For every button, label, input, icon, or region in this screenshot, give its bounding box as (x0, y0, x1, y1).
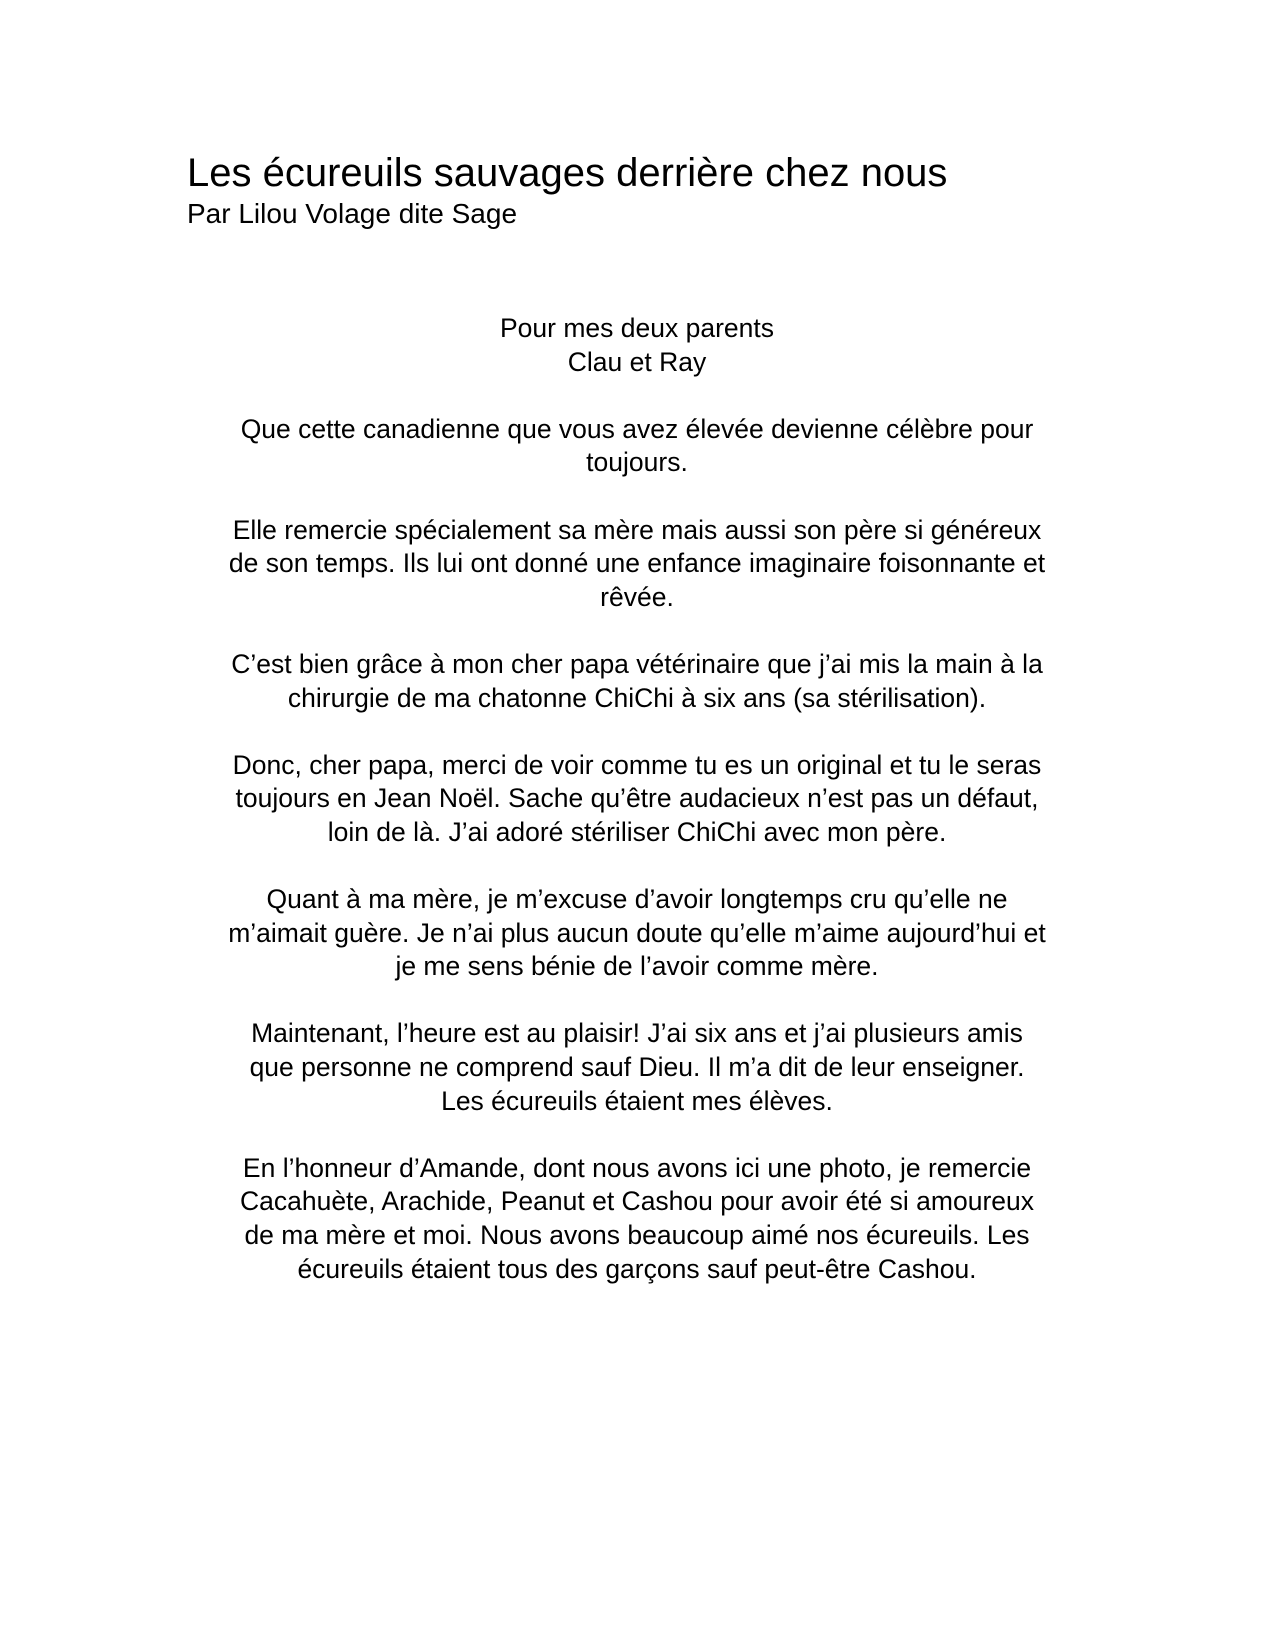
document-header (187, 150, 1087, 232)
document-title: Les écureuils sauvages derrière chez nous (187, 151, 948, 195)
paragraph-father (187, 749, 1087, 850)
text-line: toujours. (586, 447, 688, 478)
text-line: En l’honneur d’Amande, dont nous avons ici une photo, je remercie (242, 1152, 1032, 1183)
text-line: Les écureuils étaient mes élèves. (441, 1085, 833, 1116)
document-author: Par Lilou Volage dite Sage (187, 198, 518, 229)
paragraph-friends (187, 1017, 1087, 1118)
dedication-line: Pour mes deux parents (500, 313, 774, 343)
dedication-line: Clau et Ray (567, 346, 707, 377)
text-line: de son temps. Ils lui ont donné une enfance imaginaire foisonnante et (228, 548, 1046, 579)
text-line: Que cette canadienne que vous avez élevée devienne célèbre pour (240, 413, 1034, 444)
text-line: écureuils étaient tous des garçons sauf peut-être Cashou. (297, 1253, 977, 1284)
text-line: loin de là. J’ai adoré stériliser ChiChi avec mon père. (327, 816, 947, 847)
document-body (187, 312, 1087, 1320)
paragraph-wish (187, 413, 1087, 480)
text-line: C’est bien grâce à mon cher papa vétérinaire que j’ai mis la main à la (231, 648, 1043, 679)
text-line: je me sens bénie de l’avoir comme mère. (395, 951, 879, 982)
text-line: Elle remercie spécialement sa mère mais aussi son père si généreux (232, 514, 1042, 545)
text-line: Donc, cher papa, merci de voir comme tu es un original et tu le seras (232, 749, 1042, 780)
text-line: Maintenant, l’heure est au plaisir! J’ai six ans et j’ai plusieurs amis (251, 1018, 1023, 1049)
text-line: Cacahuète, Arachide, Peanut et Cashou pour avoir été si amoureux (239, 1186, 1035, 1217)
text-line: toujours en Jean Noël. Sache qu’être audacieux n’est pas un défaut, (235, 783, 1039, 814)
text-line: de ma mère et moi. Nous avons beaucoup aimé nos écureuils. Les (244, 1220, 1030, 1251)
text-line: Quant à ma mère, je m’excuse d’avoir longtemps cru qu’elle ne (266, 884, 1008, 915)
paragraph-thanks (187, 514, 1087, 615)
text-line: que personne ne comprend sauf Dieu. Il m’a dit de leur enseigner. (249, 1052, 1025, 1083)
text-line: m’aimait guère. Je n’ai plus aucun doute qu’elle m’aime aujourd’hui et (228, 917, 1046, 948)
paragraph-surgery (187, 648, 1087, 715)
dedication (187, 312, 1087, 379)
text-line: rêvée. (600, 581, 674, 612)
paragraph-mother (187, 883, 1087, 984)
text-line: chirurgie de ma chatonne ChiChi à six ans (sa stérilisation). (287, 682, 987, 713)
paragraph-squirrels (187, 1152, 1087, 1286)
